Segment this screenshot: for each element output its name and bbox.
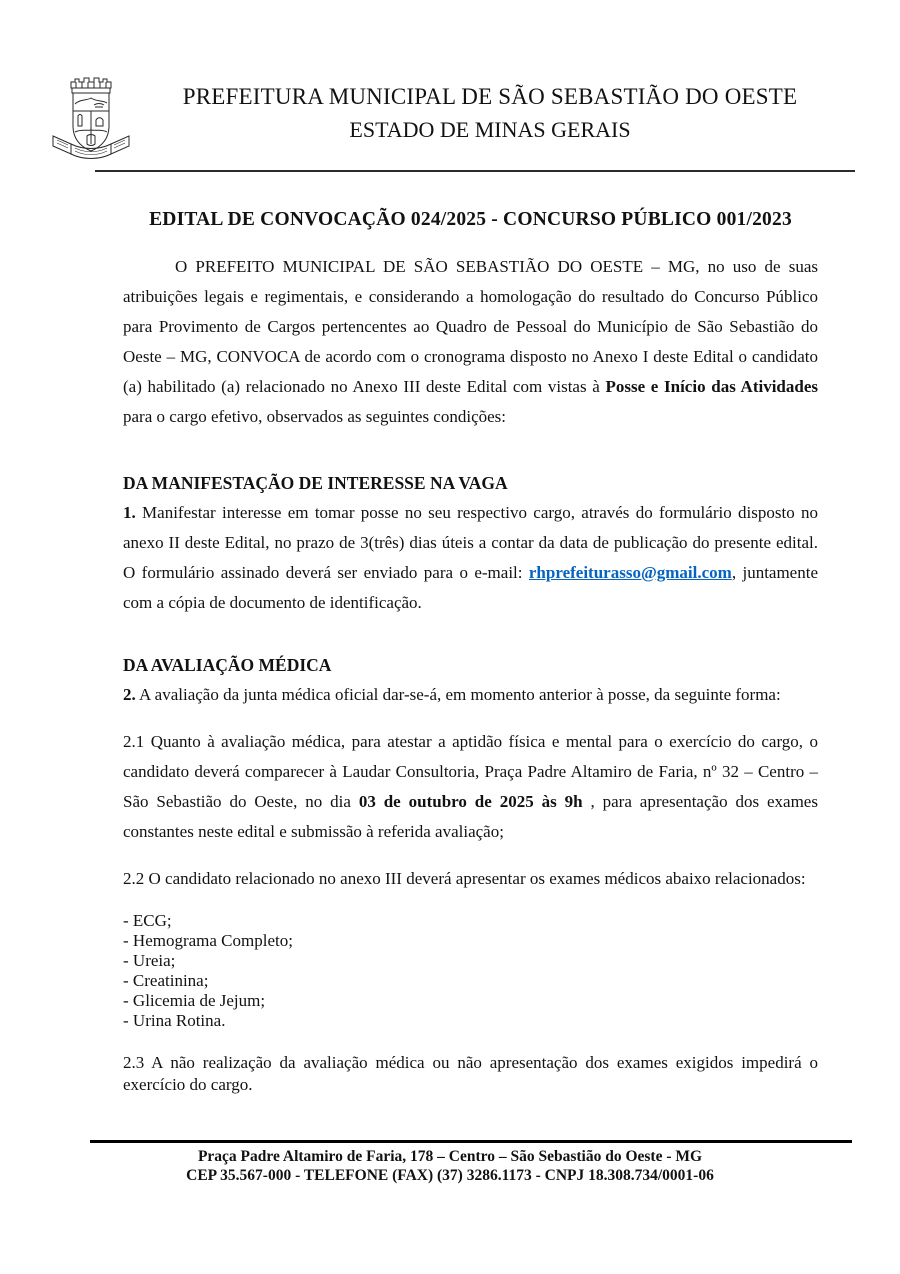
clause-2-1	[123, 727, 818, 847]
text-segment: A avaliação da junta médica oficial dar-se-á, em momento anterior à posse, da seguinte forma:	[135, 685, 781, 704]
document-body	[123, 205, 818, 1113]
exam-list-item: - Ureia;	[123, 951, 176, 970]
text-segment: 03 de outubro de 2025 às 9h	[358, 792, 583, 811]
section-heading-avaliacao-medica: DA AVALIAÇÃO MÉDICA	[123, 655, 332, 675]
clause-2-3	[123, 1052, 818, 1096]
institution-state: ESTADO DE MINAS GERAIS	[349, 117, 631, 142]
text-segment: 1.	[123, 503, 136, 522]
exam-list-item: - ECG;	[123, 911, 172, 930]
institution-name: PREFEITURA MUNICIPAL DE SÃO SEBASTIÃO DO OESTE	[182, 84, 798, 109]
text-segment: Posse e Início das Atividades	[605, 377, 818, 396]
text-segment: 2.2 O candidato relacionado no anexo III deverá apresentar os exames médicos abaixo relacionados:	[123, 869, 806, 888]
exam-list-item: - Urina Rotina.	[123, 1011, 226, 1030]
text-segment: O PREFEITO MUNICIPAL DE SÃO SEBASTIÃO DO OESTE – MG, no uso de suas atribuições legais e regimentais, e considerando a homologação do resultado do Concurso Público para Provimento de Cargos pertencentes ao Quadro de Pessoal do Município de São Sebastião do Oeste – MG, CONVOCA de acordo com o cronograma disposto no Anexo I deste Edital o candidato (a) habilitado (a) relacionado no Anexo III deste Edital com vistas à	[123, 257, 818, 396]
intro-paragraph	[123, 252, 818, 432]
municipal-coat-of-arms-logo	[45, 74, 137, 170]
document-title: EDITAL DE CONVOCAÇÃO 024/2025 - CONCURSO PÚBLICO 001/2023	[149, 209, 792, 230]
footer-divider-rule	[90, 1140, 852, 1143]
clause-1	[123, 498, 818, 618]
text-segment: para o cargo efetivo, observados as seguintes condições:	[123, 407, 507, 426]
exam-list-item: - Creatinina;	[123, 971, 209, 990]
text-segment: 2.3 A não realização da avaliação médica ou não apresentação dos exames exigidos impedirá o exercício do cargo.	[123, 1053, 818, 1094]
exam-list-item: - Glicemia de Jejum;	[123, 991, 266, 1010]
text-segment: 2.1 Quanto à avaliação médica, para atestar a aptidão física e mental para o exercício do cargo, o candidato deverá comparecer à Laudar Consultoria, Praça Padre Altamiro de Faria, nº 32 – Centro – São Sebastião do Oeste, no dia	[123, 732, 818, 811]
document-footer	[0, 1147, 900, 1185]
text-segment: 2.	[123, 685, 136, 704]
text-segment: Manifestar interesse em tomar posse no seu respectivo cargo, através do formulário disposto no anexo II deste Edital, no prazo de 3(três) dias úteis a contar da data de publicação do presente edital. O formulário assinado deverá ser enviado para o e-mail:	[123, 503, 818, 582]
email-link[interactable]: rhprefeiturasso@gmail.com	[528, 563, 732, 582]
footer-contact: CEP 35.567-000 - TELEFONE (FAX) (37) 3286.1173 - CNPJ 18.308.734/0001-06	[186, 1167, 714, 1184]
text-segment: , juntamente com a cópia de documento de identificação.	[123, 563, 818, 612]
clause-2	[123, 680, 818, 710]
exam-list	[123, 911, 818, 1031]
text-segment: , para apresentação dos exames constantes neste edital e submissão à referida avaliação;	[123, 792, 818, 841]
footer-address: Praça Padre Altamiro de Faria, 178 – Centro – São Sebastião do Oeste - MG	[197, 1148, 703, 1165]
header-divider-rule	[95, 170, 855, 172]
clause-2-2	[123, 864, 818, 894]
exam-list-item: - Hemograma Completo;	[123, 931, 293, 950]
header-text-block	[130, 84, 850, 143]
section-heading-manifestacao: DA MANIFESTAÇÃO DE INTERESSE NA VAGA	[123, 473, 508, 493]
